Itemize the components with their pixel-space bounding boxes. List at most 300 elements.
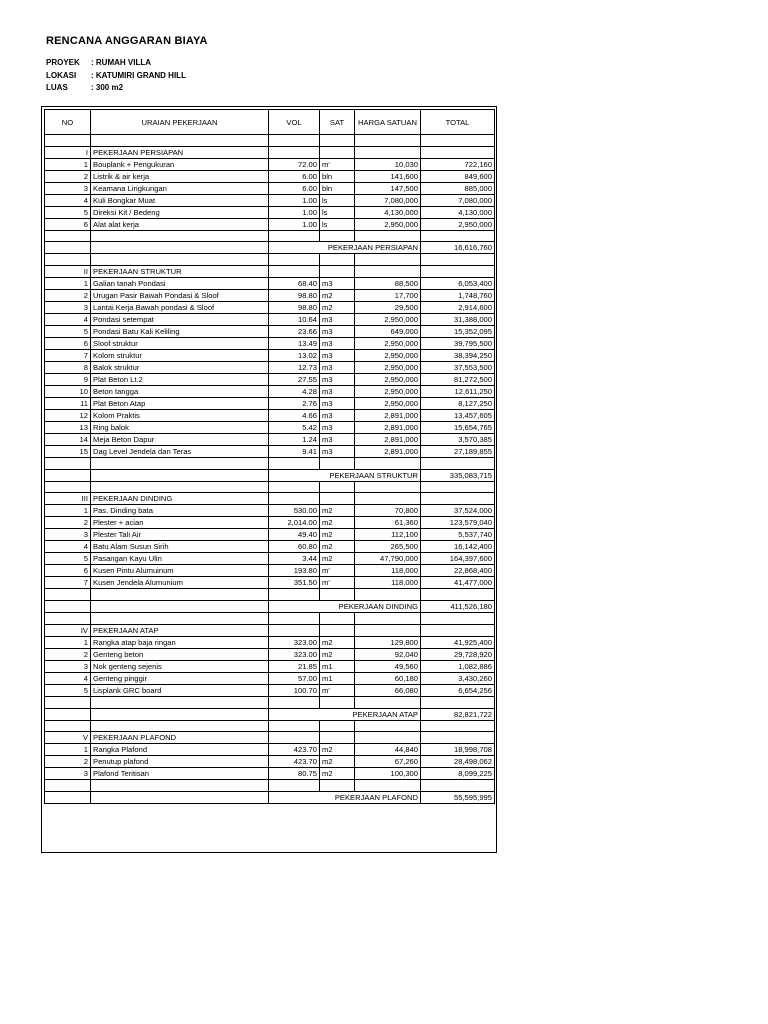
meta-value: : 300 m2	[91, 83, 124, 92]
item-description: Bouplank + Pengukuran	[91, 158, 269, 170]
empty-cell	[421, 589, 495, 601]
item-volume: 2.76	[269, 398, 320, 410]
item-description: Nok genteng sejenis	[91, 660, 269, 672]
section-header-row	[45, 624, 495, 636]
item-description: Kuli Bongkar Muat	[91, 194, 269, 206]
empty-cell	[269, 230, 320, 242]
meta-row-lokasi	[46, 70, 186, 83]
item-unit-price: 61,360	[355, 517, 421, 529]
subtotal-label: PEKERJAAN PERSIAPAN	[269, 242, 421, 254]
item-unit: m3	[320, 350, 355, 362]
item-unit-price: 112,100	[355, 529, 421, 541]
empty-cell	[320, 254, 355, 266]
item-unit: ls	[320, 206, 355, 218]
empty-cell	[320, 481, 355, 493]
empty-cell	[269, 146, 320, 158]
item-number: 3	[45, 182, 91, 194]
item-row	[45, 505, 495, 517]
empty-cell	[421, 624, 495, 636]
item-total: 1,748,760	[421, 290, 495, 302]
subtotal-label: PEKERJAAN STRUKTUR	[269, 469, 421, 481]
item-unit-price: 2,950,000	[355, 398, 421, 410]
item-description: Lisplank GRC board	[91, 684, 269, 696]
empty-cell	[320, 493, 355, 505]
item-row	[45, 744, 495, 756]
item-unit: m'	[320, 577, 355, 589]
empty-cell	[91, 242, 269, 254]
item-total: 3,430,260	[421, 672, 495, 684]
item-unit: m2	[320, 768, 355, 780]
item-volume: 49.40	[269, 529, 320, 541]
item-description: Beton tangga	[91, 386, 269, 398]
item-description: Lantai Kerja Bawah pondasi & Sloof	[91, 302, 269, 314]
empty-cell	[355, 146, 421, 158]
item-unit: m3	[320, 338, 355, 350]
item-total: 164,397,600	[421, 553, 495, 565]
item-row	[45, 446, 495, 458]
item-description: Dag Level Jendela dan Teras	[91, 446, 269, 458]
item-description: Ring balok	[91, 422, 269, 434]
empty-cell	[269, 780, 320, 792]
empty-cell	[91, 254, 269, 266]
empty-cell	[355, 696, 421, 708]
item-unit: m2	[320, 541, 355, 553]
item-total: 39,795,500	[421, 338, 495, 350]
item-unit-price: 17,700	[355, 290, 421, 302]
item-description: Sloof struktur	[91, 338, 269, 350]
item-unit: ls	[320, 194, 355, 206]
item-total: 81,272,500	[421, 374, 495, 386]
item-total: 722,160	[421, 158, 495, 170]
empty-cell	[91, 780, 269, 792]
item-number: 4	[45, 672, 91, 684]
item-unit-price: 118,000	[355, 577, 421, 589]
item-total: 28,498,062	[421, 756, 495, 768]
subtotal-row	[45, 791, 495, 803]
empty-cell	[45, 708, 91, 720]
meta-label: LOKASI	[46, 70, 77, 80]
item-row	[45, 182, 495, 194]
section-header-row	[45, 266, 495, 278]
item-unit: m2	[320, 517, 355, 529]
item-total: 4,130,000	[421, 206, 495, 218]
empty-cell	[355, 732, 421, 744]
item-total: 885,000	[421, 182, 495, 194]
item-total: 13,457,605	[421, 410, 495, 422]
item-unit-price: 129,800	[355, 636, 421, 648]
item-unit-price: 2,891,000	[355, 434, 421, 446]
item-number: 3	[45, 302, 91, 314]
item-description: Batu Alam Susun Sirih	[91, 541, 269, 553]
item-unit-price: 2,950,000	[355, 350, 421, 362]
meta-label: PROYEK	[46, 58, 80, 67]
item-volume: 1.00	[269, 206, 320, 218]
item-number: 5	[45, 206, 91, 218]
item-volume: 323.00	[269, 648, 320, 660]
empty-cell	[355, 458, 421, 470]
item-unit-price: 100,300	[355, 768, 421, 780]
item-unit-price: 10,030	[355, 158, 421, 170]
item-description: Balok struktur	[91, 362, 269, 374]
spacer-row	[45, 720, 495, 732]
item-unit-price: 92,040	[355, 648, 421, 660]
item-volume: 351.50	[269, 577, 320, 589]
item-total: 41,477,000	[421, 577, 495, 589]
item-total: 16,142,400	[421, 541, 495, 553]
item-volume: 13.49	[269, 338, 320, 350]
subtotal-row	[45, 708, 495, 720]
empty-cell	[421, 780, 495, 792]
item-description: Plafond Teritisan	[91, 768, 269, 780]
item-unit-price: 141,600	[355, 170, 421, 182]
item-volume: 4.28	[269, 386, 320, 398]
empty-cell	[320, 230, 355, 242]
empty-cell	[91, 589, 269, 601]
item-row	[45, 541, 495, 553]
item-number: 13	[45, 422, 91, 434]
item-row	[45, 386, 495, 398]
item-volume: 23.66	[269, 326, 320, 338]
empty-cell	[355, 624, 421, 636]
item-row	[45, 194, 495, 206]
item-row	[45, 302, 495, 314]
item-row	[45, 577, 495, 589]
item-unit: m'	[320, 158, 355, 170]
empty-cell	[45, 242, 91, 254]
item-unit: m2	[320, 505, 355, 517]
item-description: Plester + acian	[91, 517, 269, 529]
empty-cell	[45, 589, 91, 601]
empty-cell	[320, 146, 355, 158]
item-unit: m'	[320, 565, 355, 577]
item-unit-price: 7,080,000	[355, 194, 421, 206]
item-number: 5	[45, 684, 91, 696]
item-description: Direksi Kit / Bedeng	[91, 206, 269, 218]
item-unit: m3	[320, 410, 355, 422]
item-row	[45, 218, 495, 230]
item-total: 6,053,400	[421, 278, 495, 290]
item-description: Kusen Jendela Alumunium	[91, 577, 269, 589]
item-total: 31,388,000	[421, 314, 495, 326]
item-number: 9	[45, 374, 91, 386]
section-header-row	[45, 493, 495, 505]
subtotal-value: 55,595,995	[421, 791, 495, 803]
item-volume: 9.41	[269, 446, 320, 458]
item-unit: m3	[320, 446, 355, 458]
item-number: 8	[45, 362, 91, 374]
item-total: 29,728,920	[421, 648, 495, 660]
spacer-row	[45, 135, 495, 147]
header-vol: VOL	[269, 110, 320, 135]
item-total: 6,654,256	[421, 684, 495, 696]
item-unit: m3	[320, 422, 355, 434]
meta-row-luas	[46, 82, 186, 95]
empty-cell	[421, 135, 495, 147]
subtotal-value: 82,821,722	[421, 708, 495, 720]
item-total: 8,099,225	[421, 768, 495, 780]
item-volume: 12.73	[269, 362, 320, 374]
item-total: 8,127,250	[421, 398, 495, 410]
item-number: 7	[45, 350, 91, 362]
item-number: 12	[45, 410, 91, 422]
item-number: 6	[45, 338, 91, 350]
empty-cell	[421, 266, 495, 278]
item-description: Meja Beton Dapur	[91, 434, 269, 446]
item-number: 2	[45, 517, 91, 529]
empty-cell	[421, 230, 495, 242]
item-number: 4	[45, 314, 91, 326]
item-volume: 68.40	[269, 278, 320, 290]
item-row	[45, 684, 495, 696]
section-title: PEKERJAAN PERSIAPAN	[91, 146, 269, 158]
empty-cell	[91, 230, 269, 242]
meta-row-proyek	[46, 57, 186, 70]
item-number: 5	[45, 553, 91, 565]
spacer-row	[45, 613, 495, 625]
empty-cell	[269, 589, 320, 601]
empty-cell	[355, 135, 421, 147]
item-volume: 4.66	[269, 410, 320, 422]
item-volume: 1.24	[269, 434, 320, 446]
item-volume: 100.70	[269, 684, 320, 696]
empty-cell	[269, 696, 320, 708]
item-volume: 10.64	[269, 314, 320, 326]
item-unit: m2	[320, 553, 355, 565]
empty-cell	[421, 254, 495, 266]
subtotal-value: 335,083,715	[421, 469, 495, 481]
item-total: 1,082,886	[421, 660, 495, 672]
empty-cell	[45, 469, 91, 481]
item-number: 1	[45, 744, 91, 756]
section-number: II	[45, 266, 91, 278]
item-description: Keamana Lingkungan	[91, 182, 269, 194]
item-number: 7	[45, 577, 91, 589]
empty-cell	[45, 481, 91, 493]
item-row	[45, 338, 495, 350]
item-number: 2	[45, 170, 91, 182]
item-row	[45, 362, 495, 374]
item-description: Alat alat kerja	[91, 218, 269, 230]
empty-cell	[355, 493, 421, 505]
item-total: 123,579,040	[421, 517, 495, 529]
item-volume: 423.70	[269, 756, 320, 768]
empty-cell	[269, 613, 320, 625]
item-unit: m3	[320, 398, 355, 410]
empty-cell	[91, 469, 269, 481]
item-unit-price: 2,950,000	[355, 386, 421, 398]
empty-cell	[355, 720, 421, 732]
empty-cell	[269, 266, 320, 278]
item-total: 2,950,000	[421, 218, 495, 230]
item-number: 3	[45, 660, 91, 672]
item-row	[45, 517, 495, 529]
item-number: 4	[45, 541, 91, 553]
section-title: PEKERJAAN ATAP	[91, 624, 269, 636]
item-number: 6	[45, 218, 91, 230]
empty-cell	[269, 732, 320, 744]
item-description: Rangka Plafond	[91, 744, 269, 756]
item-number: 1	[45, 158, 91, 170]
empty-cell	[91, 481, 269, 493]
empty-cell	[91, 135, 269, 147]
empty-cell	[269, 493, 320, 505]
item-row	[45, 398, 495, 410]
section-number: I	[45, 146, 91, 158]
section-header-row	[45, 732, 495, 744]
empty-cell	[355, 613, 421, 625]
item-unit-price: 60,180	[355, 672, 421, 684]
section-header-row	[45, 146, 495, 158]
spacer-row	[45, 481, 495, 493]
item-volume: 21.85	[269, 660, 320, 672]
item-row	[45, 636, 495, 648]
item-unit-price: 88,500	[355, 278, 421, 290]
item-description: Urugan Pasir Bawah Pondasi & Sloof	[91, 290, 269, 302]
item-unit: m3	[320, 386, 355, 398]
item-unit-price: 2,891,000	[355, 446, 421, 458]
subtotal-row	[45, 601, 495, 613]
empty-cell	[269, 254, 320, 266]
empty-cell	[45, 601, 91, 613]
item-description: Genteng pinggir	[91, 672, 269, 684]
empty-cell	[45, 720, 91, 732]
empty-cell	[45, 230, 91, 242]
item-row	[45, 434, 495, 446]
empty-cell	[269, 458, 320, 470]
item-row	[45, 170, 495, 182]
item-row	[45, 672, 495, 684]
empty-cell	[269, 624, 320, 636]
item-row	[45, 648, 495, 660]
item-volume: 57.00	[269, 672, 320, 684]
table-header-row	[45, 110, 495, 135]
item-unit: m2	[320, 529, 355, 541]
item-description: Pondasi setempat	[91, 314, 269, 326]
subtotal-label: PEKERJAAN DINDING	[269, 601, 421, 613]
item-row	[45, 326, 495, 338]
budget-table	[44, 109, 495, 804]
empty-cell	[421, 458, 495, 470]
item-description: Plester Tali Air	[91, 529, 269, 541]
empty-cell	[421, 720, 495, 732]
empty-cell	[45, 791, 91, 803]
section-title: PEKERJAAN STRUKTUR	[91, 266, 269, 278]
item-volume: 72.00	[269, 158, 320, 170]
spacer-row	[45, 589, 495, 601]
item-row	[45, 206, 495, 218]
item-volume: 2,014.00	[269, 517, 320, 529]
item-total: 7,080,000	[421, 194, 495, 206]
subtotal-label: PEKERJAAN PLAFOND	[269, 791, 421, 803]
item-volume: 98.80	[269, 290, 320, 302]
item-unit-price: 265,500	[355, 541, 421, 553]
item-row	[45, 553, 495, 565]
item-volume: 3.44	[269, 553, 320, 565]
item-volume: 1.00	[269, 194, 320, 206]
item-total: 18,998,708	[421, 744, 495, 756]
empty-cell	[45, 696, 91, 708]
item-total: 849,600	[421, 170, 495, 182]
item-number: 15	[45, 446, 91, 458]
item-unit-price: 29,500	[355, 302, 421, 314]
empty-cell	[355, 254, 421, 266]
item-total: 22,868,400	[421, 565, 495, 577]
item-total: 12,611,250	[421, 386, 495, 398]
item-number: 10	[45, 386, 91, 398]
item-unit-price: 44,840	[355, 744, 421, 756]
empty-cell	[45, 780, 91, 792]
spacer-row	[45, 458, 495, 470]
empty-cell	[421, 696, 495, 708]
meta-value: : RUMAH VILLA	[91, 58, 151, 67]
header-harga: HARGA SATUAN	[355, 110, 421, 135]
item-description: Pondasi Batu Kali Keliling	[91, 326, 269, 338]
empty-cell	[45, 254, 91, 266]
item-total: 15,654,765	[421, 422, 495, 434]
spacer-row	[45, 780, 495, 792]
empty-cell	[269, 135, 320, 147]
meta-value: : KATUMIRI GRAND HILL	[91, 70, 186, 80]
header-no: NO	[45, 110, 91, 135]
empty-cell	[45, 458, 91, 470]
section-number: IV	[45, 624, 91, 636]
empty-cell	[91, 696, 269, 708]
item-description: Rangka atap baja ringan	[91, 636, 269, 648]
item-total: 38,394,250	[421, 350, 495, 362]
empty-cell	[355, 481, 421, 493]
item-volume: 27.55	[269, 374, 320, 386]
empty-cell	[91, 720, 269, 732]
item-total: 37,553,500	[421, 362, 495, 374]
empty-cell	[320, 696, 355, 708]
item-volume: 193.80	[269, 565, 320, 577]
item-row	[45, 158, 495, 170]
item-description: Genteng beton	[91, 648, 269, 660]
item-unit: m2	[320, 636, 355, 648]
item-unit: m3	[320, 278, 355, 290]
item-row	[45, 290, 495, 302]
item-description: Kolom Praktis	[91, 410, 269, 422]
empty-cell	[45, 613, 91, 625]
item-number: 4	[45, 194, 91, 206]
item-row	[45, 278, 495, 290]
empty-cell	[355, 780, 421, 792]
empty-cell	[320, 613, 355, 625]
item-volume: 6.00	[269, 182, 320, 194]
item-number: 14	[45, 434, 91, 446]
spacer-row	[45, 696, 495, 708]
item-unit-price: 649,000	[355, 326, 421, 338]
item-unit: m2	[320, 290, 355, 302]
item-number: 1	[45, 636, 91, 648]
item-number: 1	[45, 505, 91, 517]
item-number: 3	[45, 529, 91, 541]
subtotal-row	[45, 469, 495, 481]
item-description: Pas. Dinding bata	[91, 505, 269, 517]
empty-cell	[320, 732, 355, 744]
item-volume: 423.70	[269, 744, 320, 756]
item-description: Penutup plafond	[91, 756, 269, 768]
item-row	[45, 660, 495, 672]
item-unit: m'	[320, 684, 355, 696]
item-row	[45, 529, 495, 541]
empty-cell	[355, 589, 421, 601]
item-unit-price: 2,891,000	[355, 410, 421, 422]
item-number: 1	[45, 278, 91, 290]
item-description: Plat Beton Atap	[91, 398, 269, 410]
header-uraian: URAIAN PEKERJAAN	[91, 110, 269, 135]
item-unit-price: 2,950,000	[355, 338, 421, 350]
